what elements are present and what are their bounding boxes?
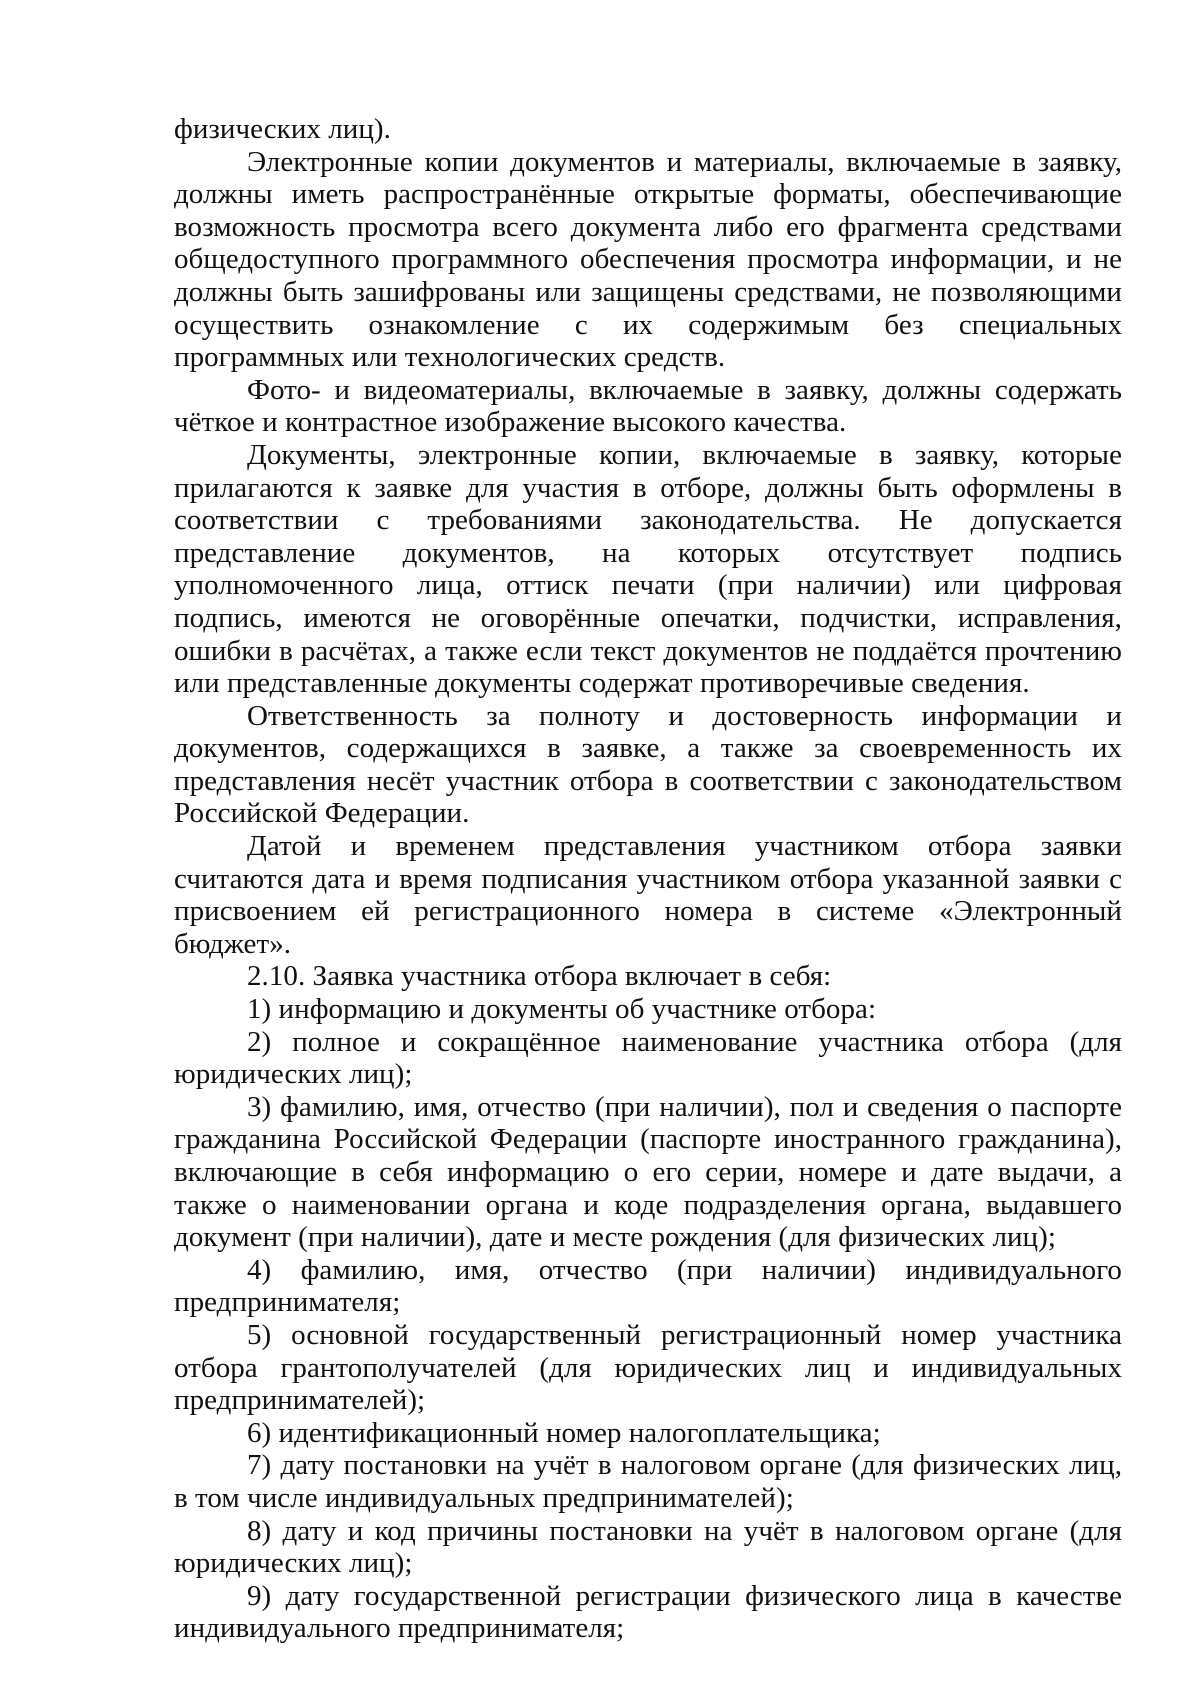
paragraph-photo-video: Фото- и видеоматериалы, включаемые в заявку, должны содержать чёткое и контрастное изображение высокого качества. [174, 373, 1122, 439]
paragraph-responsibility: Ответственность за полноту и достоверность информации и документов, содержащихся в заявке, а также за своевременность их представления несёт участник отбора в соответствии с законодательством Российской Федерации. [174, 699, 1122, 830]
list-item-4: 4) фамилию, имя, отчество (при наличии) индивидуального предпринимателя; [174, 1253, 1122, 1319]
paragraph-continuation: физических лиц). [174, 113, 391, 145]
document-page [174, 113, 1122, 1645]
list-item-6: 6) идентификационный номер налогоплательщика; [247, 1416, 881, 1449]
list-item-8: 8) дату и код причины постановки на учёт в налоговом органе (для юридических лиц); [174, 1514, 1122, 1580]
section-heading-2-10: 2.10. Заявка участника отбора включает в себя: [247, 960, 832, 993]
list-item-2: 2) полное и сокращённое наименование участника отбора (для юридических лиц); [174, 1025, 1122, 1091]
paragraph-documents-requirements: Документы, электронные копии, включаемые в заявку, которые прилагаются к заявке для участия в отборе, должны быть оформлены в соответствии с требованиями законодательства. Не допускается представление документов, на которых отсутствует подпись уполномоченного лица, оттиск печати (при наличии) или цифровая подпись, имеются не оговорённые опечатки, подчистки, исправления, ошибки в расчётах, а также если текст документов не поддаётся прочтению или представленные документы содержат противоречивые сведения. [174, 438, 1122, 700]
list-item-5: 5) основной государственный регистрационный номер участника отбора грантополучателей (для юридических лиц и индивидуальных предпринимателей); [174, 1318, 1122, 1417]
list-item-1: 1) информацию и документы об участнике отбора: [247, 993, 877, 1026]
paragraph-electronic-copies: Электронные копии документов и материалы, включаемые в заявку, должны иметь распространённые открытые форматы, обеспечивающие возможность просмотра всего документа либо его фрагмента средствами общедоступного программного обеспечения просмотра информации, и не должны быть зашифрованы или защищены средствами, не позволяющими осуществить ознакомление с их содержимым без специальных программных или технологических средств. [174, 145, 1122, 374]
list-item-7: 7) дату постановки на учёт в налоговом органе (для физических лиц, в том числе индивидуальных предпринимателей); [174, 1449, 1122, 1514]
list-item-3: 3) фамилию, имя, отчество (при наличии), пол и сведения о паспорте гражданина Российской Федерации (паспорте иностранного гражданина), включающие в себя информацию о его серии, номере и дате выдачи, а также о наименовании органа и коде подразделения органа, выдавшего документ (при наличии), дате и месте рождения (для физических лиц); [174, 1090, 1122, 1254]
list-item-9: 9) дату государственной регистрации физического лица в качестве индивидуального предпринимателя; [174, 1579, 1122, 1645]
paragraph-submission-date: Датой и временем представления участником отбора заявки считаются дата и время подписания участником отбора указанной заявки с присвоением ей регистрационного номера в системе «Электронный бюджет». [174, 830, 1122, 960]
